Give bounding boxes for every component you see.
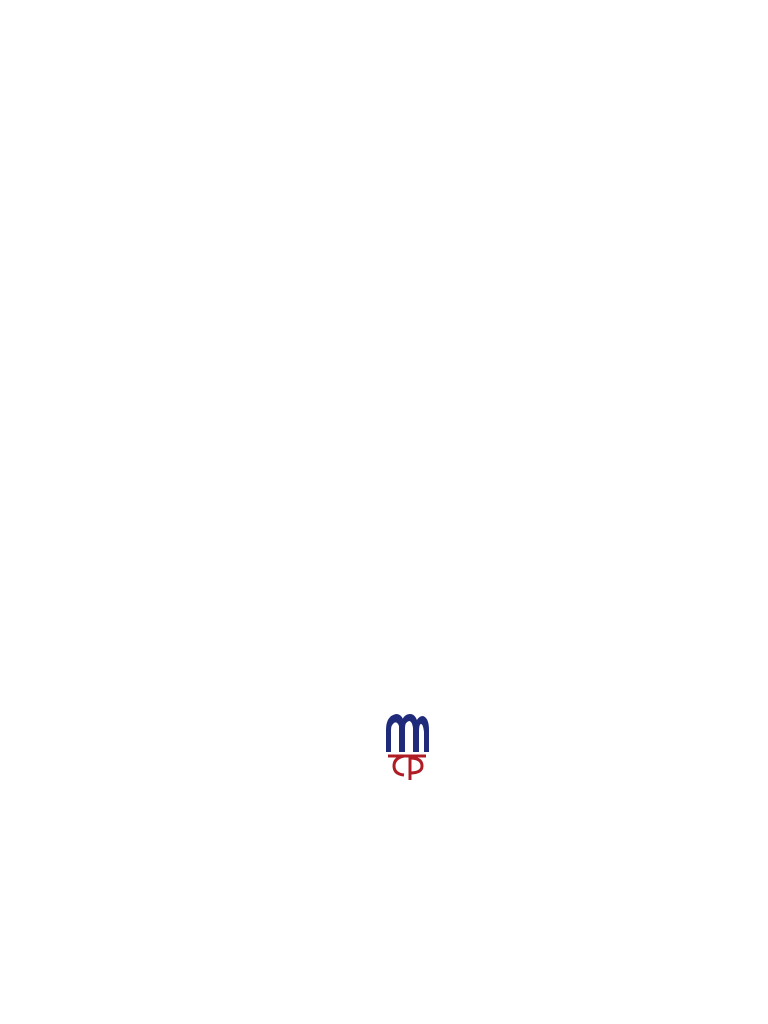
college-logo (364, 690, 450, 806)
contact-line (134, 877, 634, 893)
college-emblem-icon (364, 690, 450, 806)
